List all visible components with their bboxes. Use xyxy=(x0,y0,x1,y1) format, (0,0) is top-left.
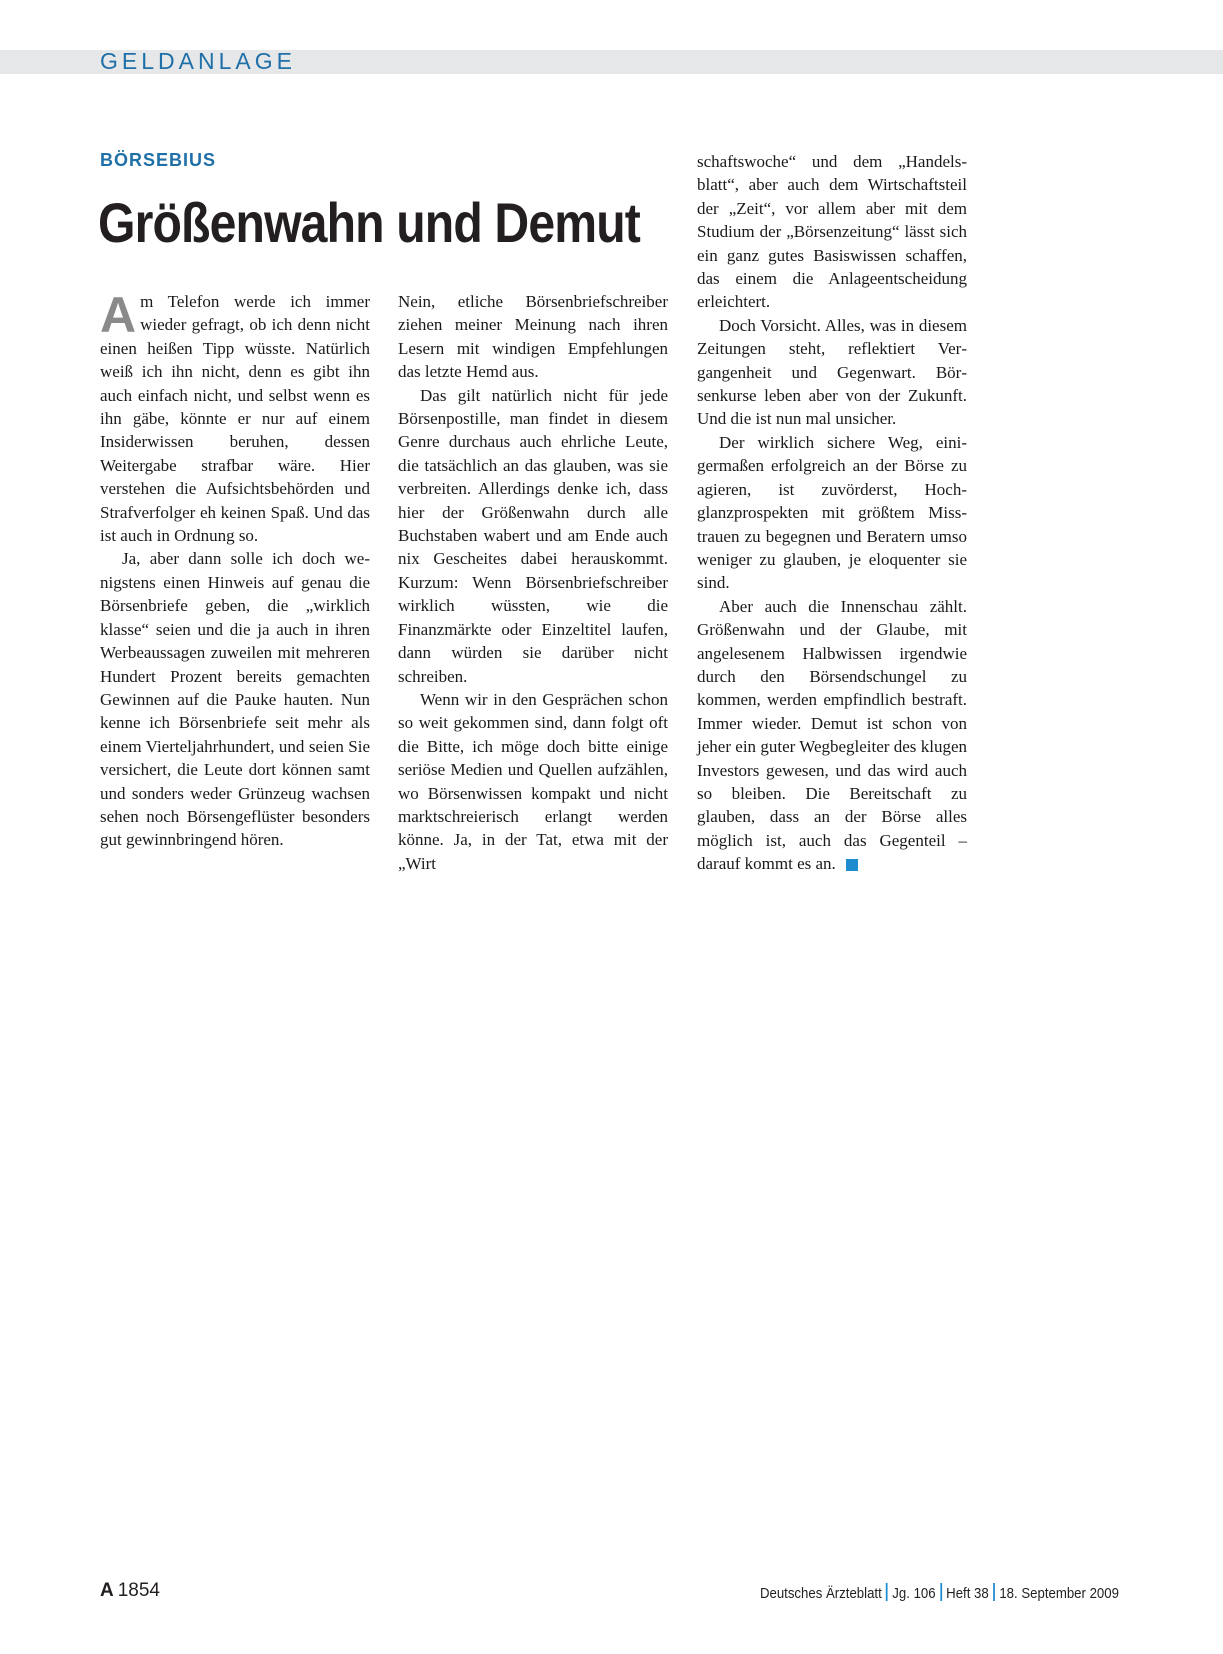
separator xyxy=(940,1583,942,1601)
paragraph: Doch Vorsicht. Alles, was in diesem Zeitungen steht, reflektiert Vergangenheit und Gegenwart. Börsenkurse leben aber von der Zukunft. Und die ist nun mal unsicher. xyxy=(697,315,967,429)
article-column-3 xyxy=(697,150,967,876)
publication-date: 18. September 2009 xyxy=(999,1585,1119,1602)
paragraph xyxy=(100,287,370,547)
paragraph: Der wirklich sichere Weg, einigermaßen erfolgreich an der Börse zu agieren, ist zuvörderst, Hochglanzprospekten mit größtem Misstrauen zu begegnen und Beratern umso weniger zu glauben, je eloquenter sie sind. xyxy=(697,432,967,593)
separator xyxy=(886,1583,888,1601)
end-mark-icon xyxy=(846,859,858,871)
paragraph: Ja, aber dann solle ich doch wenigstens einen Hinweis auf genau die Börsenbriefe geben, die „wirklich klasse“ seien und die ja auch in ihren Werbeaussagen zuweilen mit mehreren Hundert Prozent bereits gemachten Gewinnen auf die Pauke hauten. Nun kenne ich Börsenbriefe seit mehr als einem Vierteljahrhundert, und seien Sie versichert, die Leute dort können samt und sonders weder Grünzeug wachsen sehen noch Börsengeflüster besonders gut gewinnbringend hören. xyxy=(100,549,370,850)
page-number-value: 1854 xyxy=(117,1580,161,1601)
footer-citation xyxy=(760,1583,1119,1602)
paragraph-text: m Telefon werde ich immer wieder gefragt, ob ich denn nicht einen heißen Tipp wüsste. Natürlich weiß ich ihn nicht, denn es gibt ihn auch einfach nicht, und selbst wenn es ihn gäbe, könnte er nur auf einem Insiderwissen beruhen, dessen Weitergabe strafbar wäre. Hier verstehen die Aufsichtsbehörden und Strafverfolger eh keinen Spaß. Und das ist auch in Ordnung so. xyxy=(100,292,370,546)
kicker: BÖRSEBIUS xyxy=(100,150,217,170)
paragraph: Das gilt natürlich nicht für jede Börsenpostille, man findet in diesem Genre durchaus auch ehrliche Leute, die tatsächlich an das glauben, was sie verbreiten. Allerdings denke ich, dass hier der Größenwahn durch alle Buchstaben wabert und am Ende auch nix Gescheites dabei herauskommt. Kurzum: Wenn Börsenbriefschreiber wirklich wüssten, wie die Finanzmärkte oder Einzeltitel laufen, dann würden sie darüber nicht schreiben. xyxy=(398,385,668,686)
article-column-1 xyxy=(100,287,370,852)
headline: Größenwahn und Demut xyxy=(98,191,640,254)
page-number xyxy=(100,1580,160,1602)
section-label: GELDANLAGE xyxy=(100,48,296,74)
volume: Jg. 106 xyxy=(892,1585,936,1602)
paragraph: Nein, etliche Börsenbriefschreiber ziehen meiner Meinung nach ihren Lesern mit windigen Empfehlungen das letzte Hemd aus. xyxy=(398,292,668,382)
drop-cap: A xyxy=(100,287,137,343)
paragraph xyxy=(697,595,967,876)
paragraph: Wenn wir in den Gesprächen schon so weit gekommen sind, dann folgt oft die Bitte, ich möge doch bitte einige seriöse Medien und Quellen aufzählen, wo Börsenwissen kompakt und nicht marktschreierisch erlangt werden könne. Ja, in der Tat, etwa mit der „Wirt xyxy=(398,689,668,873)
journal-name: Deutsches Ärzteblatt xyxy=(760,1585,882,1602)
article-column-2 xyxy=(398,290,668,875)
separator xyxy=(993,1583,995,1601)
page-prefix: A xyxy=(100,1580,114,1601)
issue: Heft 38 xyxy=(946,1585,989,1602)
paragraph: schaftswoche“ und dem „Handelsblatt“, aber auch dem Wirtschaftsteil der „Zeit“, vor allem aber mit dem Studium der „Börsenzeitung“ lässt sich ein ganz gutes Basiswissen schaffen, das einem die Anlageentscheidung erleichtert. xyxy=(697,152,967,312)
paragraph-text: Aber auch die Innenschau zählt. Größenwahn und der Glaube, mit angelesenem Halbwissen irgendwie durch den Börsendschungel zu kommen, werden empfindlich bestraft. Immer wieder. Demut ist schon von jeher ein guter Wegbegleiter des klugen Investors gewesen, und das wird auch so bleiben. Die Bereitschaft zu glauben, dass an der Börse alles möglich ist, auch das Gegenteil – darauf kommt es an. xyxy=(697,596,967,874)
